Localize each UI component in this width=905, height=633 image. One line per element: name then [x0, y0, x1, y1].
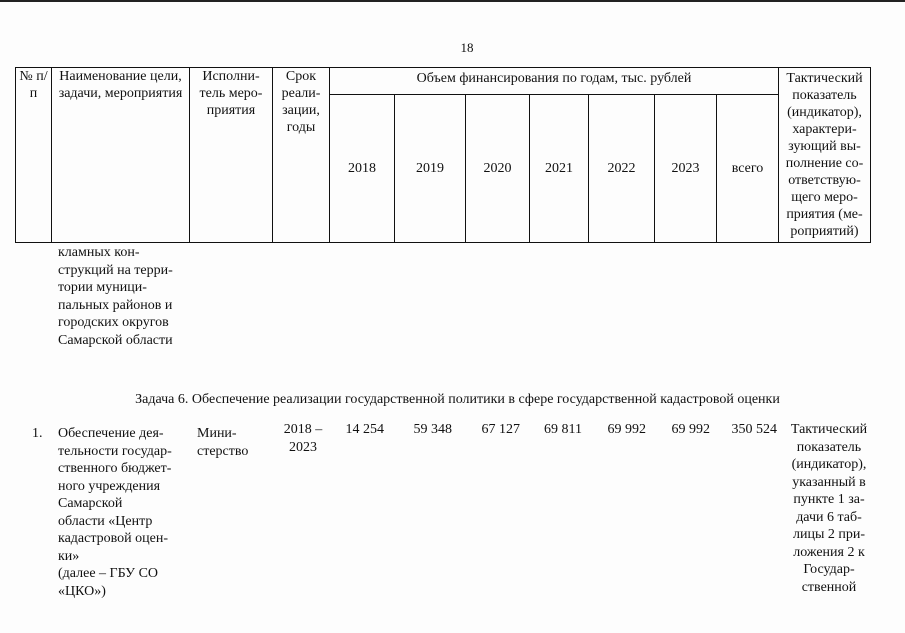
text-line: тории муници- [58, 280, 147, 295]
text-line: области «Центр [58, 513, 153, 529]
header-indicator-text: Тактический показатель (индикатор), характери-зующий вы-полнение со-ответствую-щего меро-приятия (ме-роприятий) [785, 71, 864, 239]
header-term-text: Срок реали-зации, годы [281, 69, 321, 135]
text-line: Мини- [197, 426, 237, 441]
row-indicator [783, 421, 875, 596]
header-executor [190, 68, 273, 243]
value-2019: 59 348 [413, 422, 452, 437]
header-executor-text: Исполни-тель меро-приятия [199, 69, 263, 118]
task-title: Задача 6. Обеспечение реализации государственной политики в сфере государственной кадастровой оценки [135, 392, 780, 407]
text-line: стерство [197, 443, 249, 459]
scan-top-border [0, 0, 905, 2]
value-2022: 69 992 [607, 422, 646, 437]
row-name [58, 425, 188, 600]
header-indicator [779, 68, 871, 243]
header-term [273, 68, 330, 243]
row-executor [197, 425, 267, 460]
text-line: Обеспечение дея- [58, 426, 164, 441]
text-line: ственного бюджет- [58, 461, 172, 476]
text-line: 2018 – [283, 422, 323, 437]
text-line: кламных кон- [58, 245, 140, 260]
page-number: 18 [460, 40, 474, 55]
text-line: 2023 [289, 439, 317, 455]
value-2021: 69 811 [544, 422, 582, 437]
text-line: лицы 2 при- [792, 527, 866, 542]
text-line: ного учреждения [58, 478, 161, 494]
row-term [274, 421, 332, 456]
text-line: дачи 6 таб- [796, 509, 862, 525]
text-line: пальных районов и [58, 297, 173, 313]
value-2018: 14 254 [345, 422, 384, 437]
text-line: показатель [796, 439, 862, 455]
text-line: тельности государ- [58, 443, 172, 459]
text-line: ственной [801, 579, 857, 595]
text-line: Самарской [58, 496, 123, 511]
header-financing [330, 68, 779, 95]
text-line: кадастровой оцен- [58, 531, 169, 546]
header-year: 2019 [395, 95, 466, 243]
text-line: указанный в [792, 474, 866, 490]
header-table [15, 67, 871, 243]
header-total: всего [717, 95, 779, 243]
value-total: 350 524 [731, 422, 777, 437]
text-line: (далее – ГБУ СО [58, 566, 159, 581]
header-year: 2022 [589, 95, 655, 243]
text-line: «ЦКО») [58, 583, 106, 599]
text-line: пункте 1 за- [793, 492, 865, 507]
header-year: 2021 [530, 95, 589, 243]
header-year: 2018 [330, 95, 395, 243]
header-num-text: № п/п [19, 69, 48, 101]
text-line: ложения 2 к [793, 544, 865, 560]
header-year: 2020 [466, 95, 530, 243]
text-line: городских округов [58, 315, 169, 330]
header-name [52, 68, 190, 243]
text-line: Самарской области [58, 332, 173, 348]
header-financing-text: Объем финансирования по годам, тыс. рублей [416, 71, 692, 86]
header-year: 2023 [655, 95, 717, 243]
text-line: Тактический [790, 422, 868, 437]
row-number: 1. [32, 426, 43, 441]
text-line: (индикатор), [791, 457, 867, 472]
header-num [16, 68, 52, 243]
text-line: струкций на терри- [58, 262, 173, 278]
value-2023: 69 992 [671, 422, 710, 437]
value-2020: 67 127 [481, 422, 520, 437]
text-line: ки» [58, 548, 80, 564]
text-line: Государ- [803, 562, 855, 577]
header-name-text: Наименование цели, задачи, мероприятия [58, 69, 183, 101]
continued-item-name [58, 244, 193, 349]
